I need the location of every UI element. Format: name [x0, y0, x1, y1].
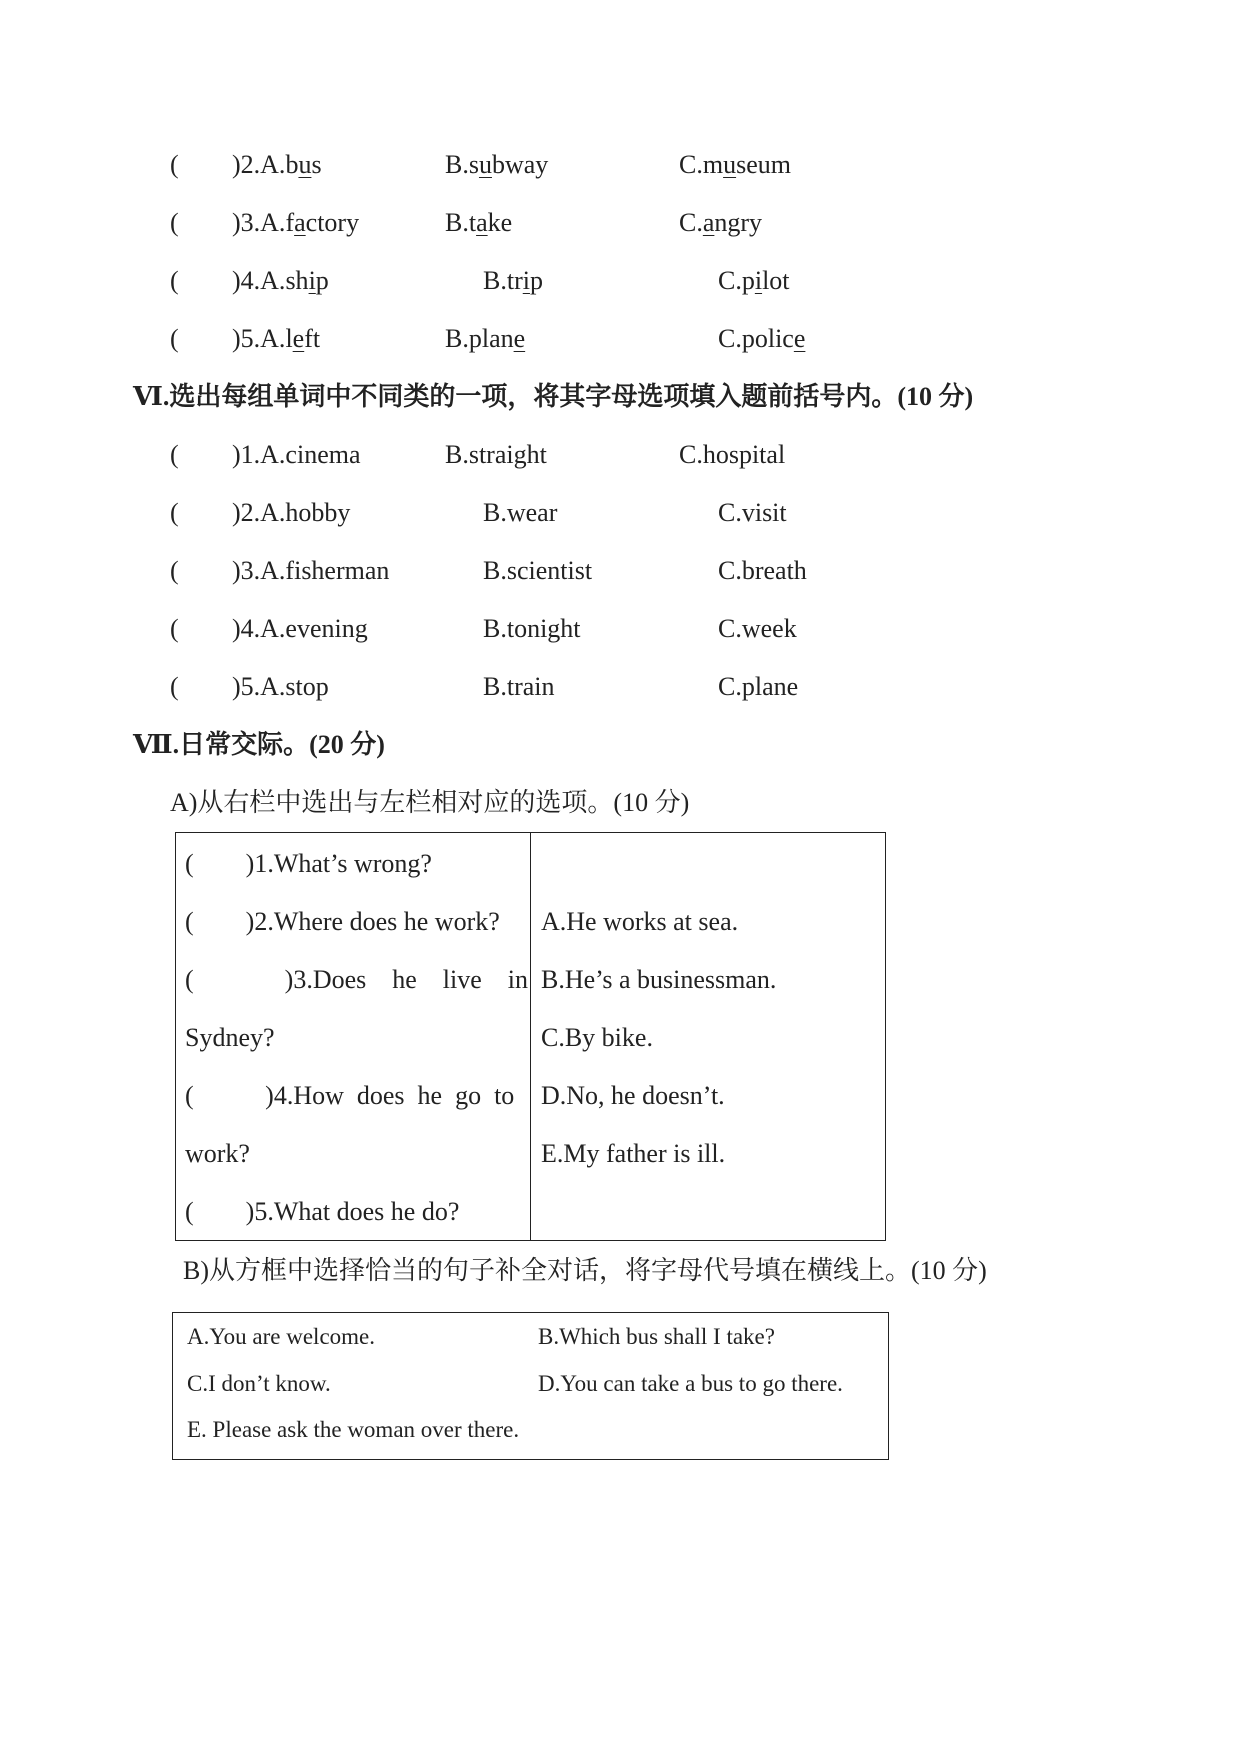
section-7-title: Ⅶ.日常交际。(20 分) [133, 730, 385, 759]
option-b: B.take [445, 208, 513, 237]
answer-d: D.No, he doesn’t. [541, 1081, 725, 1110]
answer-b: B.He’s a businessman. [541, 965, 777, 994]
option-b: B.plane [445, 324, 526, 353]
answer-e: E.My father is ill. [541, 1139, 726, 1168]
answer-paren: ( [170, 440, 179, 469]
answer-paren: ( [170, 672, 179, 701]
option-c: C.angry [679, 208, 763, 237]
question-2: ( )2.Where does he work? [185, 907, 500, 936]
option-c: C.hospital [679, 440, 786, 469]
option-a: )4.A.evening [232, 614, 368, 643]
option-b: B.scientist [483, 556, 593, 585]
answer-paren: ( [170, 266, 179, 295]
question-5: ( )5.What does he do? [185, 1197, 460, 1226]
table-divider [530, 832, 531, 1241]
answer-paren: ( [170, 498, 179, 527]
option-c: C.plane [718, 672, 799, 701]
answer-paren: ( [170, 324, 179, 353]
option-a: )2.A.hobby [232, 498, 351, 527]
option-b-sentence: B.Which bus shall I take? [538, 1324, 775, 1349]
option-b: B.train [483, 672, 555, 701]
option-a: )4.A.ship [232, 266, 329, 295]
option-b: B.subway [445, 150, 549, 179]
option-a-sentence: A.You are welcome. [187, 1324, 376, 1349]
part-b-instruction: B)从方框中选择恰当的句子补全对话，将字母代号填在横线上。(10 分) [183, 1256, 987, 1285]
question-4-cont: work? [185, 1139, 250, 1168]
option-c-sentence: C.I don’t know. [187, 1371, 331, 1396]
section-6-title: Ⅵ.选出每组单词中不同类的一项，将其字母选项填入题前括号内。(10 分) [133, 382, 974, 411]
option-a: )1.A.cinema [232, 440, 361, 469]
question-4: ( )4.How does he go to [185, 1081, 515, 1110]
answer-c: C.By bike. [541, 1023, 653, 1052]
option-c: C.pilot [718, 266, 790, 295]
option-c: C.visit [718, 498, 787, 527]
question-3-cont: Sydney? [185, 1023, 275, 1052]
answer-paren: ( [170, 556, 179, 585]
answer-paren: ( [170, 208, 179, 237]
option-a: )3.A.fisherman [232, 556, 390, 585]
question-1: ( )1.What’s wrong? [185, 849, 432, 878]
answer-a: A.He works at sea. [541, 907, 739, 936]
option-b: B.trip [483, 266, 543, 295]
option-a: )2.A.bus [232, 150, 322, 179]
option-c: C.museum [679, 150, 791, 179]
option-e-sentence: E. Please ask the woman over there. [187, 1417, 520, 1442]
option-a: )5.A.left [232, 324, 321, 353]
question-3: ( )3.Does he live in [185, 965, 529, 994]
option-b: B.straight [445, 440, 547, 469]
option-b: B.tonight [483, 614, 581, 643]
option-a: )5.A.stop [232, 672, 329, 701]
answer-paren: ( [170, 150, 179, 179]
option-a: )3.A.factory [232, 208, 360, 237]
option-c: C.breath [718, 556, 807, 585]
answer-paren: ( [170, 614, 179, 643]
option-d-sentence: D.You can take a bus to go there. [538, 1371, 843, 1396]
option-c: C.week [718, 614, 797, 643]
part-a-instruction: A)从右栏中选出与左栏相对应的选项。(10 分) [170, 788, 690, 817]
option-b: B.wear [483, 498, 558, 527]
option-c: C.police [718, 324, 806, 353]
